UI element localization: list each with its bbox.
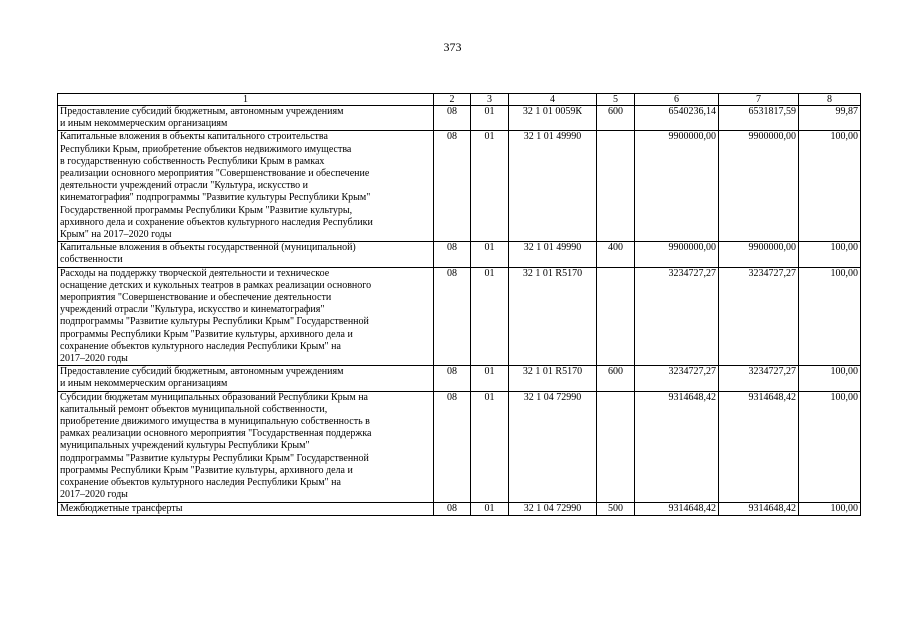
row-subsection-code: 01: [471, 366, 509, 391]
row-expense-type: [597, 131, 635, 242]
row-actual-amount: 9900000,00: [719, 242, 799, 267]
row-subsection-code: 01: [471, 502, 509, 515]
row-description: Предоставление субсидий бюджетным, автономным учреждениям и иным некоммерческим организациям: [58, 106, 434, 131]
table-row: [58, 502, 861, 515]
row-subsection-code: 01: [471, 106, 509, 131]
table-row: [58, 242, 861, 267]
row-target-article: 32 1 01 R5170: [509, 366, 597, 391]
row-actual-amount: 9314648,42: [719, 502, 799, 515]
row-actual-amount: 9900000,00: [719, 131, 799, 242]
row-actual-amount: 6531817,59: [719, 106, 799, 131]
row-percent: 100,00: [799, 391, 861, 502]
row-description: Капитальные вложения в объекты капитального строительства Республики Крым, приобретение объектов недвижимого имущества в государственную собственность Республики Крым в рамках реализации основного мероприятия "Совершенствование и обеспечение деятельности учреждений отрасли "Культура, искусство и кинематография" подпрограммы "Развитие культуры Республики Крым" Государственной программы Республики Крым "Развитие культуры, архивного дела и сохранение объектов культурного наследия Республики Крым" на 2017–2020 годы: [58, 131, 434, 242]
row-target-article: 32 1 04 72990: [509, 502, 597, 515]
row-section-code: 08: [434, 502, 471, 515]
row-description: Расходы на поддержку творческой деятельности и техническое оснащение детских и кукольных театров в рамках реализации основного мероприятия "Совершенствование и обеспечение деятельности учреждений отрасли "Культура, искусство и кинематография" подпрограммы "Развитие культуры Республики Крым" Государственной программы Республики Крым "Развитие культуры, архивного дела и сохранение объектов культурного наследия Республики Крым" на 2017–2020 годы: [58, 267, 434, 366]
row-target-article: 32 1 01 49990: [509, 131, 597, 242]
row-target-article: 32 1 04 72990: [509, 391, 597, 502]
row-section-code: 08: [434, 242, 471, 267]
table-row: [58, 366, 861, 391]
row-section-code: 08: [434, 106, 471, 131]
header-cell-8: 8: [799, 94, 861, 106]
row-subsection-code: 01: [471, 267, 509, 366]
row-expense-type: [597, 267, 635, 366]
page-number: 373: [443, 40, 462, 54]
row-percent: 100,00: [799, 267, 861, 366]
header-cell-4: 4: [509, 94, 597, 106]
table-row: [58, 267, 861, 366]
row-expense-type: 400: [597, 242, 635, 267]
budget-table: [57, 93, 861, 516]
row-planned-amount: 9900000,00: [635, 131, 719, 242]
header-cell-7: 7: [719, 94, 799, 106]
row-planned-amount: 9900000,00: [635, 242, 719, 267]
row-section-code: 08: [434, 391, 471, 502]
header-row: [58, 94, 861, 106]
row-expense-type: 600: [597, 106, 635, 131]
row-subsection-code: 01: [471, 131, 509, 242]
row-planned-amount: 9314648,42: [635, 502, 719, 515]
table-row: [58, 131, 861, 242]
row-section-code: 08: [434, 131, 471, 242]
table-row: [58, 391, 861, 502]
row-description: Межбюджетные трансферты: [58, 502, 434, 515]
row-description: Предоставление субсидий бюджетным, автономным учреждениям и иным некоммерческим организациям: [58, 366, 434, 391]
row-target-article: 32 1 01 49990: [509, 242, 597, 267]
row-actual-amount: 3234727,27: [719, 366, 799, 391]
row-subsection-code: 01: [471, 391, 509, 502]
row-actual-amount: 9314648,42: [719, 391, 799, 502]
row-percent: 100,00: [799, 131, 861, 242]
row-expense-type: [597, 391, 635, 502]
row-description: Субсидии бюджетам муниципальных образований Республики Крым на капитальный ремонт объектов муниципальной собственности, приобретение движимого имущества в муниципальную собственность в рамках реализации основного мероприятия "Государственная поддержка муниципальных учреждений культуры Республики Крым" подпрограммы "Развитие культуры Республики Крым" Государственной программы Республики Крым "Развитие культуры, архивного дела и сохранение объектов культурного наследия Республики Крым" на 2017–2020 годы: [58, 391, 434, 502]
header-cell-3: 3: [471, 94, 509, 106]
row-actual-amount: 3234727,27: [719, 267, 799, 366]
header-cell-5: 5: [597, 94, 635, 106]
row-subsection-code: 01: [471, 242, 509, 267]
row-target-article: 32 1 01 R5170: [509, 267, 597, 366]
row-percent: 100,00: [799, 502, 861, 515]
row-planned-amount: 6540236,14: [635, 106, 719, 131]
row-target-article: 32 1 01 0059К: [509, 106, 597, 131]
row-expense-type: 600: [597, 366, 635, 391]
row-section-code: 08: [434, 366, 471, 391]
row-expense-type: 500: [597, 502, 635, 515]
row-percent: 100,00: [799, 366, 861, 391]
row-percent: 100,00: [799, 242, 861, 267]
row-percent: 99,87: [799, 106, 861, 131]
header-cell-6: 6: [635, 94, 719, 106]
header-cell-2: 2: [434, 94, 471, 106]
table-row: [58, 106, 861, 131]
row-planned-amount: 3234727,27: [635, 267, 719, 366]
header-cell-1: 1: [58, 94, 434, 106]
row-planned-amount: 9314648,42: [635, 391, 719, 502]
row-planned-amount: 3234727,27: [635, 366, 719, 391]
row-description: Капитальные вложения в объекты государственной (муниципальной) собственности: [58, 242, 434, 267]
row-section-code: 08: [434, 267, 471, 366]
